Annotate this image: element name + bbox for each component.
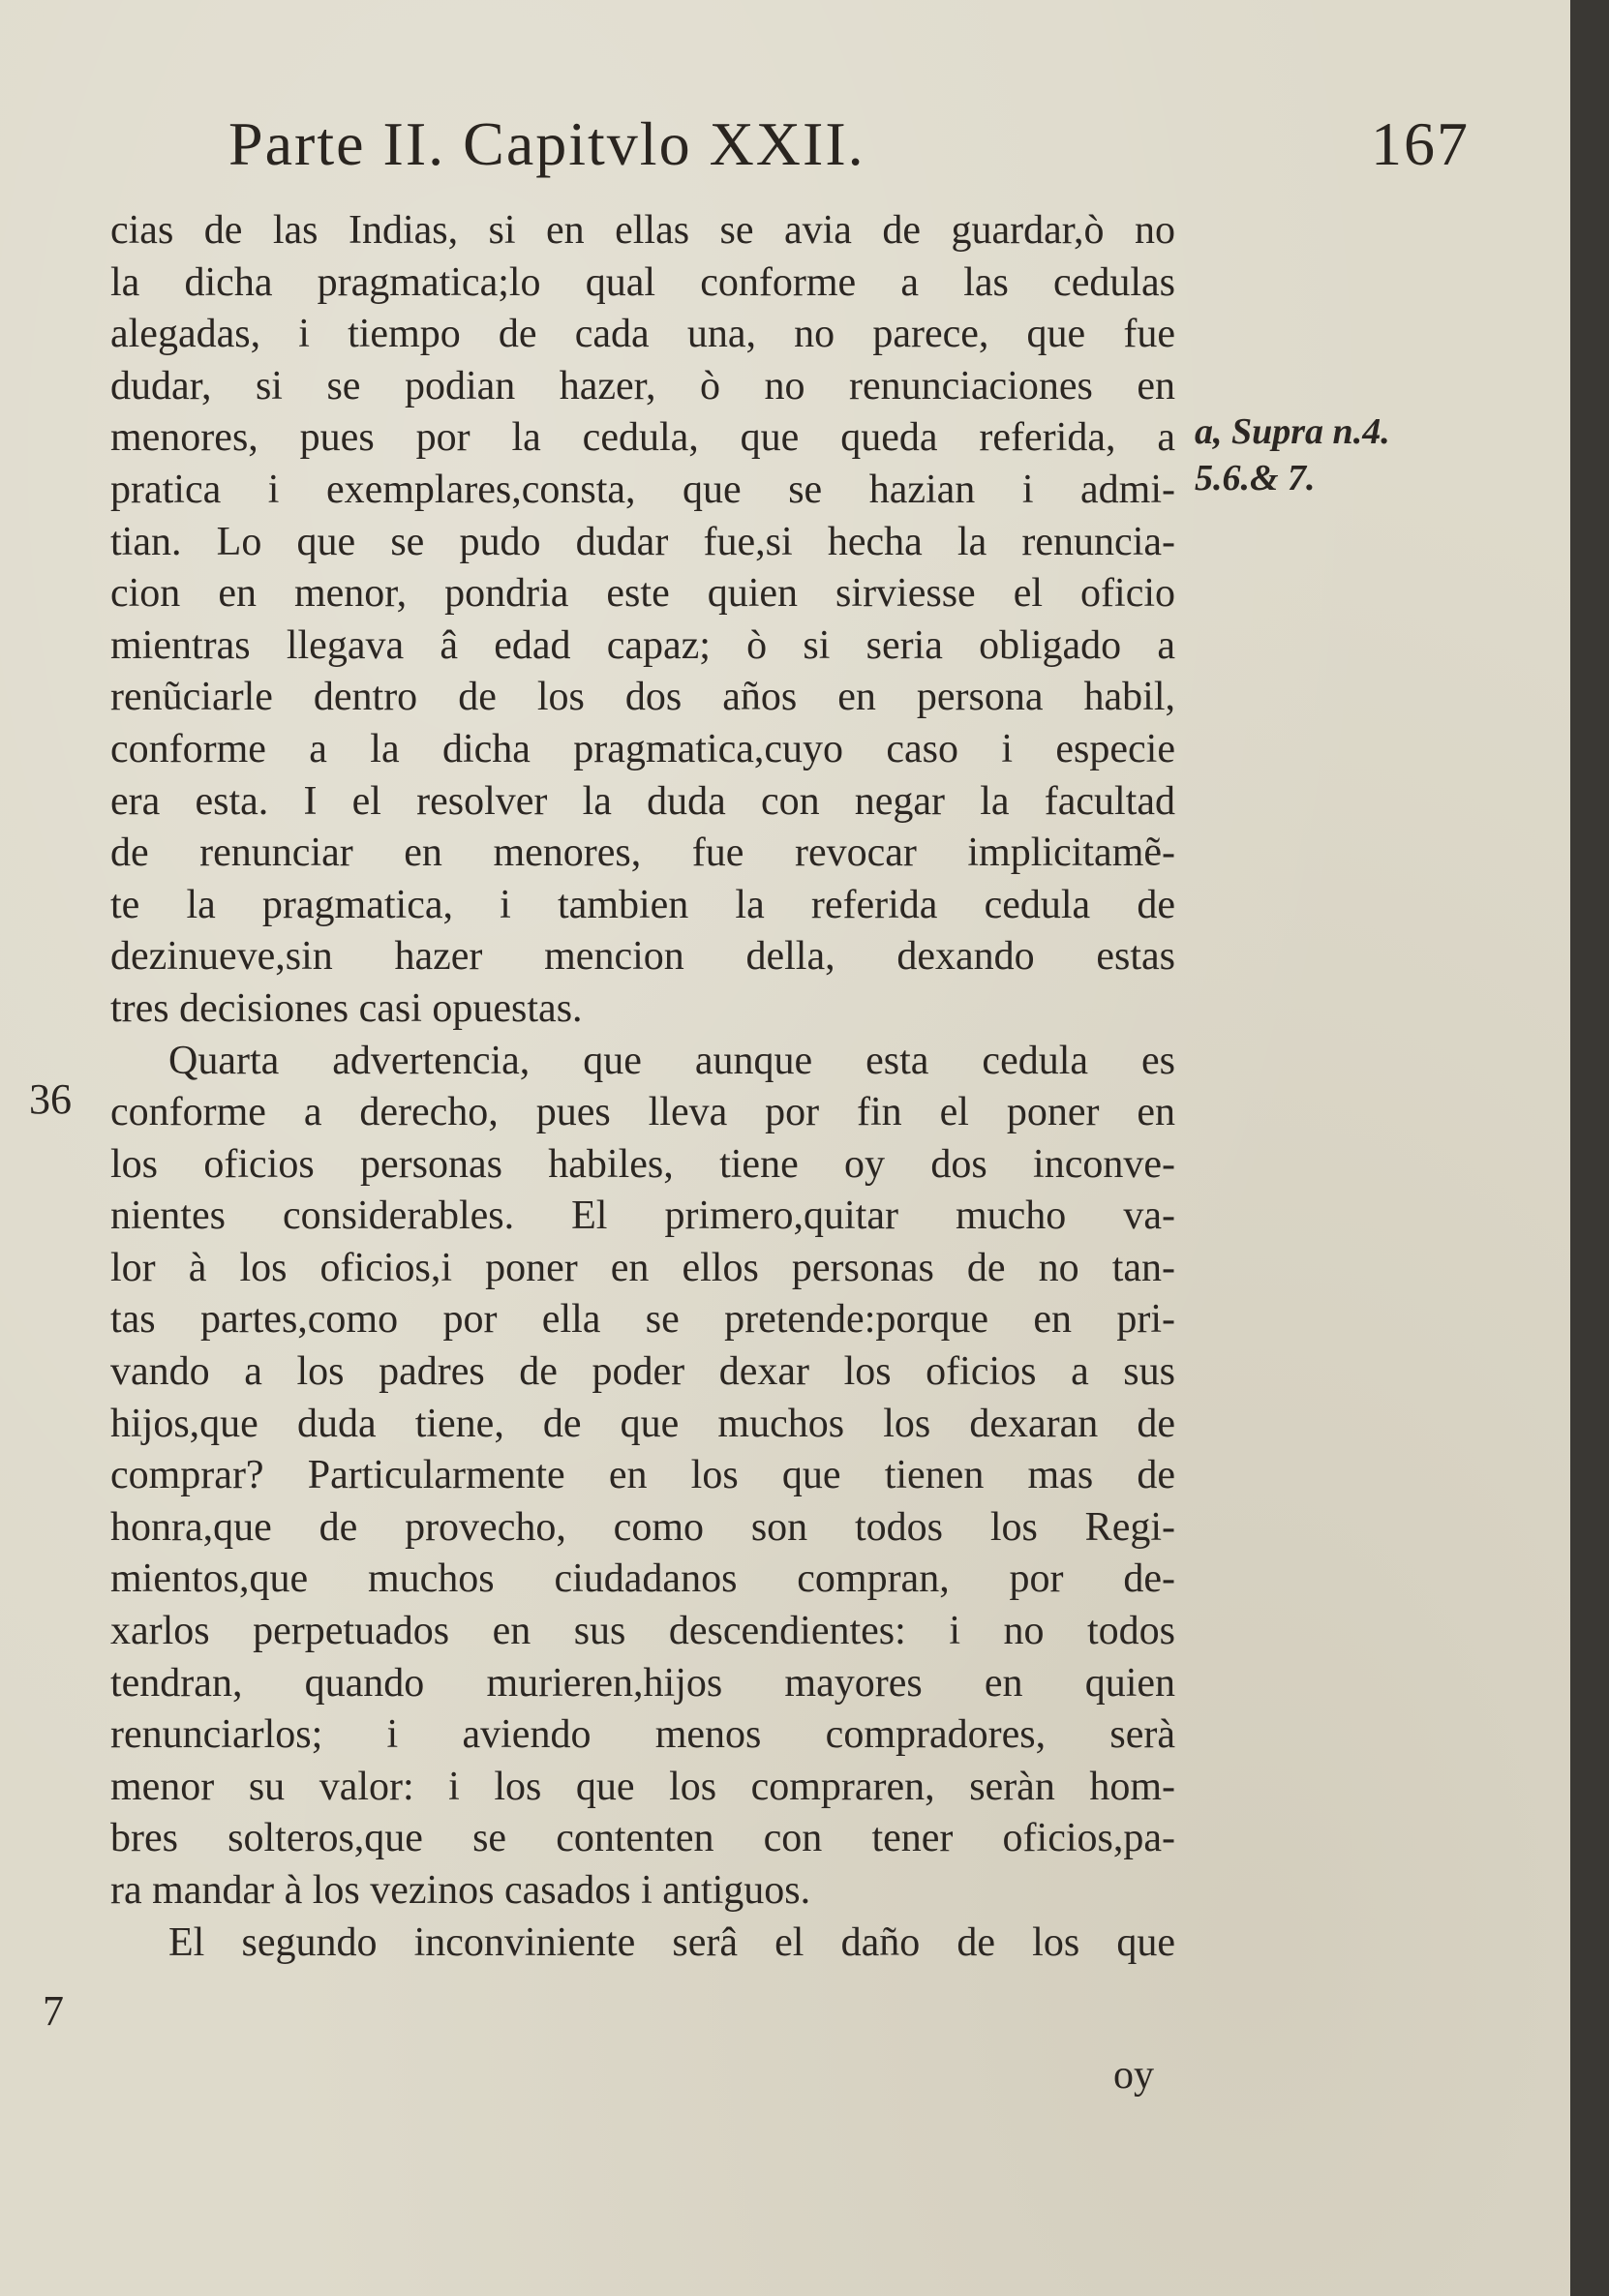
text-line: menor su valor: i los que los compraren, seràn hom- xyxy=(110,1764,1175,1809)
text-line: comprar? Particularmente en los que tienen mas de xyxy=(110,1453,1175,1498)
text-line: tendran, quando murieren,hijos mayores en quien xyxy=(110,1660,1175,1706)
text-line: mientras llegava â edad capaz; ò si seria obligado a xyxy=(110,622,1175,668)
text-line: pratica i exemplares,consta, que se hazian i admi- xyxy=(110,467,1175,512)
text-line: ra mandar à los vezinos casados i antiguos. xyxy=(110,1868,811,1913)
marginal-note-line: 5.6.& 7. xyxy=(1195,458,1316,498)
running-header xyxy=(228,108,1470,180)
text-line: cias de las Indias, si en ellas se avia de guardar,ò no xyxy=(110,208,1175,253)
paragraph-number: 7 xyxy=(43,1987,64,2035)
text-line: bres solteros,que se contenten con tener oficios,pa- xyxy=(110,1816,1175,1861)
text-line: hijos,que duda tiene, de que muchos los dexaran de xyxy=(110,1401,1175,1446)
text-line: tian. Lo que se pudo dudar fue,si hecha la renuncia- xyxy=(110,519,1175,564)
text-line: nientes considerables. El primero,quitar mucho va- xyxy=(110,1193,1175,1239)
body-text xyxy=(110,205,1175,1969)
text-line: menores, pues por la cedula, que queda referida, a xyxy=(110,415,1175,461)
text-line: conforme a derecho, pues lleva por fin el poner en xyxy=(110,1090,1175,1135)
text-line: dudar, si se podian hazer, ò no renunciaciones en xyxy=(110,363,1175,408)
text-line: alegadas, i tiempo de cada una, no parece, que fue xyxy=(110,312,1175,357)
text-line: de renunciar en menores, fue revocar implicitamẽ- xyxy=(110,831,1175,876)
text-line: los oficios personas habiles, tiene oy dos inconve- xyxy=(110,1141,1175,1187)
text-line: vando a los padres de poder dexar los oficios a sus xyxy=(110,1349,1175,1395)
scan-background-edge xyxy=(1570,0,1609,2296)
text-line: conforme a la dicha pragmatica,cuyo caso i especie xyxy=(110,726,1175,771)
text-line: era esta. I el resolver la duda con negar la facultad xyxy=(110,778,1175,824)
catchword: oy xyxy=(1113,2053,1154,2098)
text-line: lor à los oficios,i poner en ellos personas de no tan- xyxy=(110,1245,1175,1290)
text-line: dezinueve,sin hazer mencion della, dexando estas xyxy=(110,934,1175,980)
folio-number: 167 xyxy=(1371,109,1470,178)
text-line: honra,que de provecho, como son todos los Regi- xyxy=(110,1504,1175,1550)
text-line: tas partes,como por ella se pretende:porque en pri- xyxy=(110,1297,1175,1343)
marginal-note-line: a, Supra n.4. xyxy=(1195,411,1390,452)
text-line: la dicha pragmatica;lo qual conforme a las cedulas xyxy=(110,259,1175,305)
text-line: xarlos perpetuados en sus descendientes: i no todos xyxy=(110,1609,1175,1654)
marginal-note xyxy=(1195,408,1390,501)
paragraph-number: 36 xyxy=(29,1075,72,1123)
text-line: tres decisiones casi opuestas. xyxy=(110,985,583,1031)
text-line: renũciarle dentro de los dos años en persona habil, xyxy=(110,675,1175,720)
text-line: te la pragmatica, i tambien la referida cedula de xyxy=(110,882,1175,927)
text-line: El segundo inconviniente serâ el daño de los que xyxy=(168,1919,1175,1965)
text-line: Quarta advertencia, que aunque esta cedula es xyxy=(168,1038,1175,1083)
text-line: mientos,que muchos ciudadanos compran, por de- xyxy=(110,1556,1175,1602)
text-line: renunciarlos; i aviendo menos compradores, serà xyxy=(110,1712,1175,1758)
text-line: cion en menor, pondria este quien sirviesse el oficio xyxy=(110,571,1175,617)
running-title: Parte II. Capitvlo XXII. xyxy=(228,109,865,178)
